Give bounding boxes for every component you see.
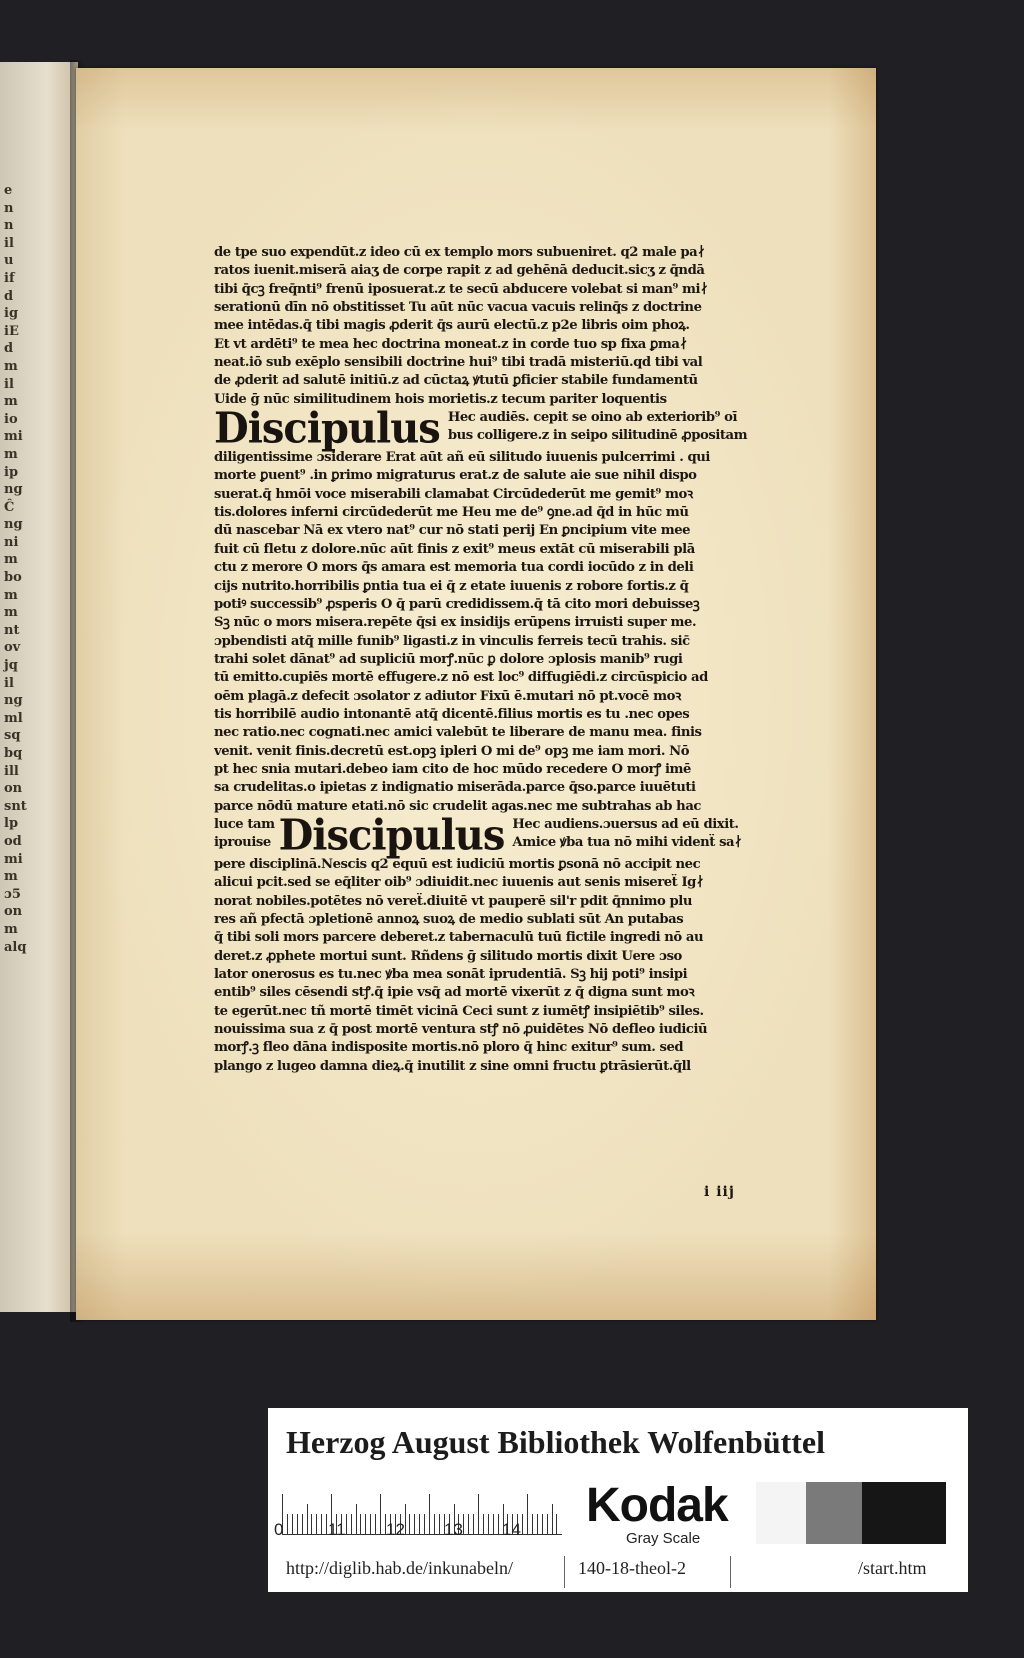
text-line: suerat.q̄ hmōi voce miserabili clamabat Circūdederūt me gemit⁹ moꝛ — [214, 486, 693, 502]
heading-side-line: Amice ꝟba tua nō mihi videnẗ sa∤ — [512, 835, 742, 851]
left-fragment: nt — [4, 622, 20, 638]
ruler-tick — [434, 1514, 435, 1534]
left-fragment: sq — [4, 728, 21, 744]
left-fragment: il — [4, 235, 14, 251]
text-line: tū emitto.cupiēs mortē effugere.z nō est loc⁹ diffugiēdi.z circūspicio ad — [214, 670, 708, 686]
ruler-tick — [473, 1514, 474, 1534]
library-title: Herzog August Bibliothek Wolfenbüttel — [286, 1424, 826, 1460]
text-line: tis.dolores inferni circūdederūt me Heu me de⁹ ꝯne.ad q̄d in hūc mū — [214, 505, 689, 521]
text-line: Sꝫ nūc o mors misera.repēte q̄si ex insidijs erūpens irruisti super me. — [214, 615, 697, 631]
left-fragment: snt — [4, 798, 27, 814]
heading-discipulus-2: Discipulus — [278, 810, 505, 861]
ruler-tick — [321, 1514, 322, 1534]
ruler-tick — [326, 1514, 327, 1534]
ruler-tick — [493, 1514, 494, 1534]
ruler-label: 13 — [444, 1520, 463, 1539]
left-fragment: m — [4, 869, 18, 885]
text-line: plango z lugeo damna dieꝝ.q̄ inutilit z sine omni fructu ꝑtrāsierūt.q̄ll — [214, 1058, 691, 1074]
ruler-tick — [552, 1504, 553, 1534]
left-fragment: ip — [4, 464, 19, 480]
text-line: neat.iō sub exēplo sensibili doctrine hui⁹ tibi tradā misteriū.qd tibi val — [214, 355, 703, 371]
text-lines-bottom — [214, 856, 768, 1076]
text-line: te egerūt.nec tñ mortē timēt vicinā Ceci sunt z iumētꝭ insipiētib⁹ siles. — [214, 1003, 704, 1019]
ruler-tick — [287, 1514, 288, 1534]
ruler-tick — [547, 1514, 548, 1534]
text-line: cijs nutrito.horribilis ꝑntia tua ei q̄ z etate iuuenis z robore fortis.z q̄ — [214, 578, 689, 594]
text-line: mee intēdas.q̄ tibi magis ꝓderit q̄s aurū electū.z p2e libris oim phoꝝ. — [214, 318, 690, 334]
text-line: Et vt ardēti⁹ te mea hec doctrina moneat.z in corde tuo sp fixa ꝑma∤ — [214, 336, 688, 352]
left-fragment: n — [4, 218, 14, 234]
left-fragment: il — [4, 675, 14, 691]
ruler-tick — [346, 1514, 347, 1534]
ruler-tick — [419, 1514, 420, 1534]
text-line: venit. venit finis.decretū est.opꝫ ipleri O mi de⁹ opꝫ me iam mori. Nō — [214, 743, 690, 759]
left-fragment: jq — [4, 658, 18, 674]
text-line: entib⁹ siles cēsendi stꝭ.q̄ ipie vsq̄ ad mortē vixerūt z q̄ digna sunt moꝛ — [214, 985, 695, 1001]
text-line: pere disciplinā.Nescis q2 equū est iudiciū mortis ꝑsonā nō accipit nec — [214, 856, 701, 872]
ruler-tick — [424, 1514, 425, 1534]
text-line: deret.z ꝓphete mortui sunt. Rñdens ḡ silitudo mortis dixit Uere ɔso — [214, 948, 682, 964]
left-fragment: n — [4, 200, 14, 216]
left-fragment: bq — [4, 746, 23, 761]
ruler-tick — [498, 1514, 499, 1534]
text-line: morte ꝑuent⁹ .in ꝑrimo migraturus erat.z de salute aie sue nihil dispo — [214, 468, 697, 484]
left-fragment: u — [4, 253, 14, 269]
ruler-tick — [478, 1494, 479, 1534]
ruler-tick — [297, 1514, 298, 1534]
left-fragment: ng — [4, 517, 23, 533]
text-line: ɔpbendisti atq̄ mille funib⁹ ligasti.z in vinculis ferreis tecū trahis. sic̄ — [214, 633, 690, 649]
ruler-tick — [375, 1514, 376, 1534]
ruler-tick — [370, 1514, 371, 1534]
ruler-tick — [311, 1514, 312, 1534]
left-fragment: d — [4, 341, 14, 357]
text-line: Uide ḡ nūc similitudinem hois morietis.z tecum pariter loquentis — [214, 391, 667, 407]
left-fragment: alq — [4, 939, 27, 955]
left-fragment: m — [4, 605, 18, 621]
text-line: serationū dīn nō obstitisset Tu aūt nūc vacua vacuis relinq̄s z doctrine — [214, 300, 702, 316]
ruler-tick — [483, 1514, 484, 1534]
url-row — [268, 1548, 968, 1588]
ruler-tick — [468, 1514, 469, 1534]
text-line: q̄ tibi soli mors parcere deberet.z tabernaculū tuū fictile ingredi nō au — [214, 930, 704, 946]
heading-2-side-text — [512, 816, 768, 853]
heading-row-1 — [214, 403, 768, 454]
ruler-label: 11 — [328, 1520, 346, 1539]
text-line: ctu z merore O mors q̄s amara est memoria tua cordi iocūdo z in deli — [214, 560, 694, 576]
text-line: alicui pcit.sed se eq̄liter oib⁹ ɔdiuidit.nec iuuenis aut senis misereẗ Ig∤ — [214, 875, 704, 891]
left-fragment: m — [4, 587, 18, 603]
ruler-label: 12 — [386, 1520, 405, 1539]
url-prefix: http://diglib.hab.de/inkunabeln/ — [286, 1558, 513, 1578]
ruler-tick — [292, 1514, 293, 1534]
ruler-tick — [316, 1514, 317, 1534]
ruler-label: 0 — [274, 1520, 284, 1539]
left-fragment: ig — [4, 306, 19, 322]
ruler-tick — [488, 1514, 489, 1534]
kodak-logo: Kodak — [586, 1479, 728, 1532]
swatch-gray — [806, 1482, 862, 1544]
ruler-tick — [307, 1504, 308, 1534]
left-fragment: mi — [4, 851, 23, 867]
left-fragment: if — [4, 270, 15, 286]
ruler-tick — [351, 1514, 352, 1534]
url-id: 140-18-theol-2 — [578, 1558, 686, 1578]
text-line: nec ratio.nec cognati.nec amici valebūt te liberare de manu mea. finis — [214, 725, 702, 741]
left-fragment: m — [4, 358, 18, 374]
swatch-white — [756, 1482, 806, 1544]
ruler-label: 14 — [502, 1520, 521, 1539]
text-line: de tpe suo expendūt.z ideo cū ex templo mors subueniret. q2 male pa∤ — [214, 245, 705, 260]
text-line: pt hec snia mutari.debeo iam cito de hoc mūdo recedere O morꝭ imē — [214, 761, 691, 777]
text-lines-top — [214, 244, 768, 409]
folio-signature: i iij — [704, 1184, 735, 1200]
text-line: tibi q̄cꝫ freq̄nti⁹ frenū iposuerat.z te secū abducere volebat si man⁹ mi∤ — [214, 281, 708, 297]
color-target-card — [268, 1408, 968, 1592]
left-fragment: il — [4, 376, 14, 392]
ruler-tick — [522, 1514, 523, 1534]
left-fragment: ml — [4, 710, 23, 726]
heading-side-line: Hec audiēs. cepit se oino ab exteriorib⁹ oī — [447, 410, 738, 426]
ruler-tick — [463, 1514, 464, 1534]
ruler-tick — [537, 1514, 538, 1534]
heading-side-line: Hec audiens.ɔuersus ad eū dixit. — [512, 816, 739, 832]
left-fragment: on — [4, 904, 23, 920]
text-line: lator onerosus es tu.nec ꝟba mea sonāt iprudentiā. Sꝫ hij poti⁹ insipi — [214, 967, 688, 983]
text-line: fuit cū fletu z dolore.nūc aūt finis z exit⁹ meus extāt cū miserabili plā — [214, 541, 695, 557]
text-line: morꝭ.ꝫ fleo dāna indisposite mortis.nō ploro q̄ hinc exitur⁹ sum. sed — [214, 1040, 684, 1056]
text-line: sa crudelitas.o ipietas z indignatio miserāda.parce q̄so.parce iuuētuti — [214, 780, 696, 796]
left-fragment: ng — [4, 482, 23, 498]
ruler-tick — [532, 1514, 533, 1534]
ruler-tick — [380, 1494, 381, 1534]
heading-side-line: bus colligere.z in seipo silitudinē ꝓpositam — [447, 428, 748, 444]
left-fragment: Ĉ — [4, 499, 15, 515]
ruler-tick — [360, 1514, 361, 1534]
ruler-tick — [429, 1494, 430, 1534]
ruler-tick — [356, 1504, 357, 1534]
left-fragment: ng — [4, 693, 23, 709]
left-fragment: m — [4, 394, 18, 410]
heading-pre-line: luce tam — [214, 816, 275, 832]
heading-discipulus-1: Discipulus — [214, 403, 440, 454]
left-fragment: ov — [4, 640, 21, 656]
ruler-tick — [365, 1514, 366, 1534]
url-suffix: /start.htm — [858, 1558, 927, 1578]
ruler-tick — [414, 1514, 415, 1534]
text-line: norat nobiles.potētes nō vereẗ.diuitē vt pauperē sil'r pdit q̄nnimo plu — [214, 893, 692, 909]
left-fragment: ill — [4, 763, 19, 779]
text-line: nouissima sua z q̄ post mortē ventura stꝭ nō ꝓuidētes Nō defleo iudiciū — [214, 1022, 708, 1038]
left-fragment: bo — [4, 570, 22, 586]
left-fragment: ni — [4, 534, 19, 550]
ruler-tick — [556, 1514, 557, 1534]
left-fragment: od — [4, 833, 22, 849]
text-line: oēm plagā.z defecit ɔsolator z adiutor Fixū ē.mutari nō pt.vocē moꝛ — [214, 688, 681, 704]
left-fragment: on — [4, 781, 23, 797]
left-fragment: lp — [4, 816, 19, 832]
text-line: parce nōdū mature etati.nō sic crudelit agas.nec me subtrahas ab hac — [214, 798, 701, 814]
left-fragment: m — [4, 921, 18, 937]
heading-1-side-text — [448, 409, 768, 446]
gray-scale-label: Gray Scale — [626, 1530, 701, 1547]
heading-2-pre-text — [214, 816, 275, 853]
ruler-tick — [527, 1494, 528, 1534]
text-line: tis horribilē audio intonantē atq̄ dicentē.filius mortis es tu .nec opes — [214, 706, 690, 722]
left-fragment: m — [4, 552, 18, 568]
left-fragment: e — [4, 183, 13, 198]
url-divider — [730, 1556, 731, 1588]
swatch-black — [862, 1482, 946, 1544]
heading-pre-line: iprouise — [214, 835, 271, 851]
ruler-tick — [542, 1514, 543, 1534]
left-fragment: iE — [4, 323, 19, 339]
text-line: dū nascebar Nā ex vtero nat⁹ cur nō stati perij En ꝑncipium vite mee — [214, 523, 691, 539]
text-line: trahi solet dānat⁹ ad supliciū morꝭ.nūc ꝑ dolore ɔplosis manib⁹ rugi — [214, 651, 683, 667]
left-fragment: mi — [4, 429, 23, 445]
ruler-tick — [409, 1514, 410, 1534]
left-fragment: io — [4, 411, 18, 427]
ruler-tick — [439, 1514, 440, 1534]
text-line: de ꝓderit ad salutē initiū.z ad cūctaꝝ ꝟtutū ꝑficier stabile fundamentū — [214, 373, 698, 389]
text-block — [214, 244, 768, 1076]
text-lines-middle — [214, 449, 768, 816]
left-fragment: ɔ5 — [4, 886, 21, 902]
url-divider — [564, 1556, 565, 1588]
ruler-tick — [302, 1514, 303, 1534]
text-line: diligentissime ɔsiderare Erat aūt añ eū silitudo iuuenis pulcerrimi . qui — [214, 450, 710, 466]
left-fragment: d — [4, 288, 14, 304]
heading-row-2 — [214, 810, 768, 861]
text-line: res añ pfectā ɔpletionē annoꝝ suoꝝ de medio sublati sūt An putabas — [214, 912, 684, 927]
left-page-edge — [0, 62, 78, 1312]
book-page — [76, 68, 876, 1320]
text-line: ratos iuenit.miserā aiaʒ de corpe rapit z ad gehēnā deducit.sicʒ z q̄ndā — [214, 263, 705, 279]
left-page-text-fragments — [4, 182, 27, 956]
left-fragment: m — [4, 446, 18, 462]
text-line: potiꝰ successib⁹ ꝓsperis O q̄ parū credidissem.q̄ tā cito mori debuisseꝫ — [214, 596, 700, 612]
